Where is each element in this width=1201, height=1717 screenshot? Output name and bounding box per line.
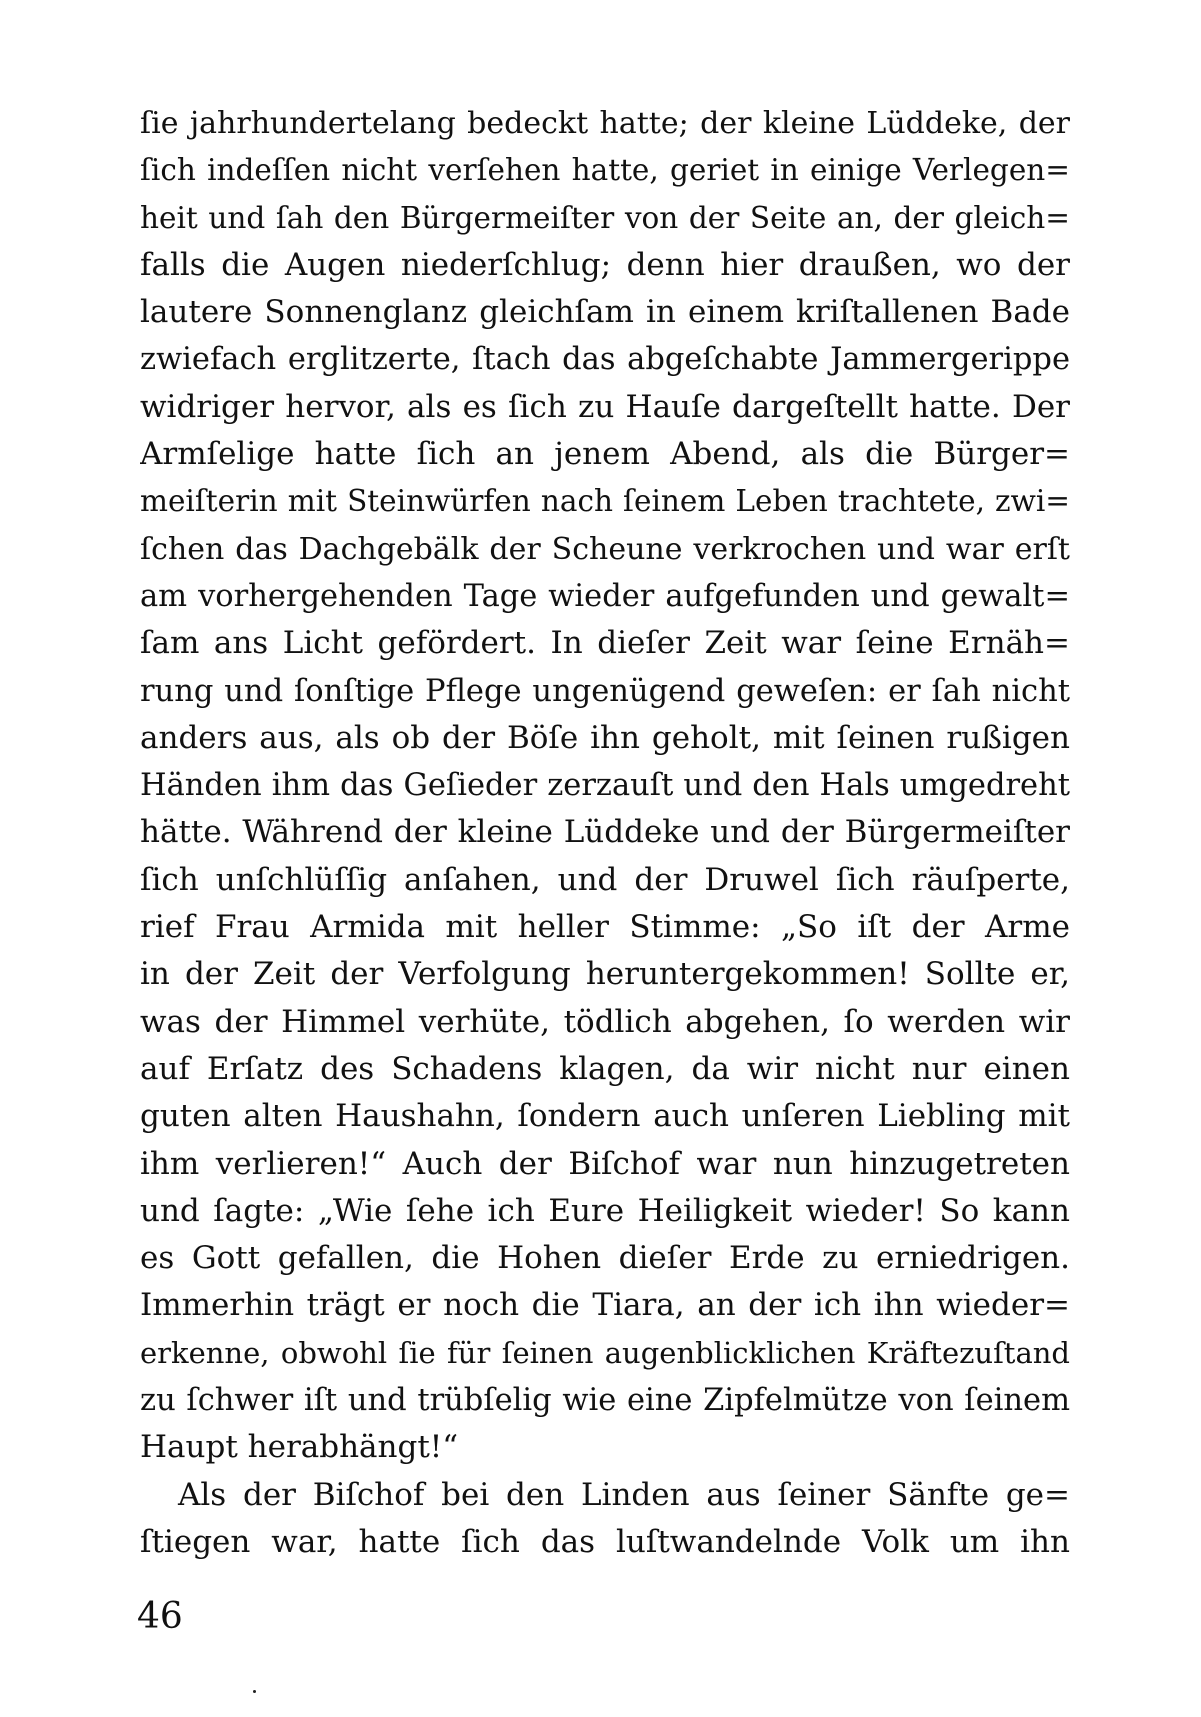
text-line: zu ſchwer iſt und trübſelig wie eine Zipfelmütze von ſeinem <box>140 1383 1070 1419</box>
page-number: 46 <box>137 1596 183 1637</box>
text-line: falls die Augen niederſchlug; denn hier draußen, wo der <box>140 246 1070 283</box>
text-line: Händen ihm das Geſieder zerzauſt und den Hals umgedreht <box>140 768 1070 804</box>
text-line: ſchen das Dachgebälk der Scheune verkrochen und war erſt <box>140 531 1070 567</box>
body-text <box>140 100 1070 1566</box>
text-line: auf Erſatz des Schadens klagen, da wir nicht nur einen <box>140 1050 1070 1087</box>
text-line: am vorhergehenden Tage wieder aufgefunden und gewalt= <box>140 578 1070 614</box>
text-line: ſich indeſſen nicht verſehen hatte, geriet in einige Verlegen= <box>140 153 1070 188</box>
text-line: was der Himmel verhüte, tödlich abgehen, ſo werden wir <box>140 1003 1070 1040</box>
text-line: ſie jahrhundertelang bedeckt hatte; der kleine Lüddeke, der <box>140 106 1070 141</box>
text-line: ſam ans Licht gefördert. In dieſer Zeit war ſeine Ernäh= <box>140 625 1070 662</box>
text-line: lautere Sonnenglanz gleichſam in einem kriſtallenen Bade <box>140 294 1070 331</box>
text-line: anders aus, als ob der Böſe ihn geholt, mit ſeinen rußigen <box>140 719 1070 756</box>
text-line: meiſterin mit Steinwürfen nach ſeinem Leben trachtete, zwi= <box>140 484 1070 519</box>
text-line: und ſagte: „Wie ſehe ich Eure Heiligkeit wieder! So kann <box>140 1192 1070 1229</box>
text-line: ſtiegen war, hatte ſich das luſtwandelnde Volk um ihn <box>140 1523 1070 1560</box>
text-line: zwiefach erglitzerte, ſtach das abgeſchabte Jammergerippe <box>140 342 1070 378</box>
text-line: rung und ſonſtige Pflege ungenügend geweſen: er ſah nicht <box>140 673 1070 709</box>
print-speck <box>253 1690 256 1693</box>
text-line: widriger hervor, als es ſich zu Hauſe dargeſtellt hatte. Der <box>140 388 1070 425</box>
text-line: rief Frau Armida mit heller Stimme: „So iſt der Arme <box>140 909 1070 946</box>
text-line: ihm verlieren!“ Auch der Biſchof war nun hinzugetreten <box>140 1145 1070 1182</box>
text-line: Immerhin trägt er noch die Tiara, an der ich ihn wieder= <box>140 1287 1070 1324</box>
text-line: heit und ſah den Bürgermeiſter von der Seite an, der gleich= <box>140 200 1070 235</box>
text-line-paragraph-end: Haupt herabhängt!“ <box>140 1429 459 1466</box>
text-line: ſich unſchlüſſig anſahen, und der Druwel ſich räuſperte, <box>140 861 1070 898</box>
text-line: es Gott gefallen, die Hohen dieſer Erde zu erniedrigen. <box>140 1240 1070 1277</box>
text-line: guten alten Haushahn, ſondern auch unſeren Liebling mit <box>140 1098 1070 1135</box>
text-line: Armſelige hatte ſich an jenem Abend, als die Bürger= <box>140 436 1070 473</box>
text-line: erkenne, obwohl ſie für ſeinen augenblicklichen Kräftezuſtand <box>140 1335 1070 1370</box>
text-line-paragraph-start: Als der Biſchof bei den Linden aus ſeiner Sänfte ge= <box>178 1476 1070 1513</box>
text-line: in der Zeit der Verfolgung heruntergekommen! Sollte er, <box>140 956 1070 993</box>
text-line: hätte. Während der kleine Lüddeke und der Bürgermeiſter <box>140 814 1070 851</box>
